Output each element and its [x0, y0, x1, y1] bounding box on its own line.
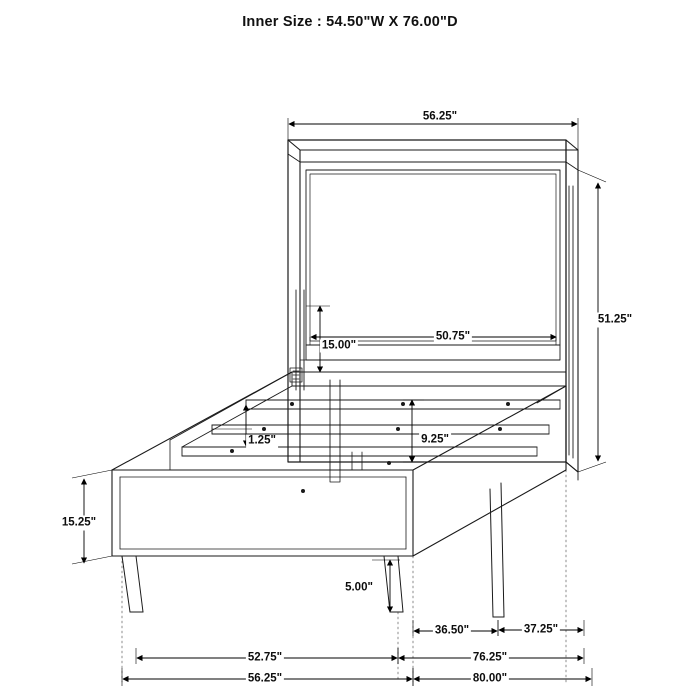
dimension-label-outer-width-front: 56.25"	[247, 672, 283, 685]
dimension-label-outer-depth-side: 80.00"	[472, 672, 508, 685]
dimension-label-side-depth-outer: 37.25"	[523, 623, 559, 636]
dimension-label-slat-thickness: 1.25"	[248, 434, 276, 447]
dimension-label-side-depth-inner: 36.50"	[434, 624, 470, 637]
dimension-label-inner-width-front: 52.75"	[247, 651, 283, 664]
dimension-label-clearance-height: 5.00"	[345, 581, 373, 594]
dimension-label-deck-to-headboard-top: 15.00"	[321, 339, 357, 352]
dimension-label-footboard-height: 15.25"	[61, 516, 97, 529]
dimension-label-headboard-panel-width: 50.75"	[435, 330, 471, 343]
dimension-label-slat-spacing: 9.25"	[421, 433, 449, 446]
dimension-label-headboard-width: 56.25"	[422, 110, 458, 123]
page-title: Inner Size : 54.50"W X 76.00"D	[242, 14, 458, 30]
dimension-label-inner-depth-side: 76.25"	[472, 651, 508, 664]
dimension-label-headboard-height: 51.25"	[597, 313, 633, 326]
